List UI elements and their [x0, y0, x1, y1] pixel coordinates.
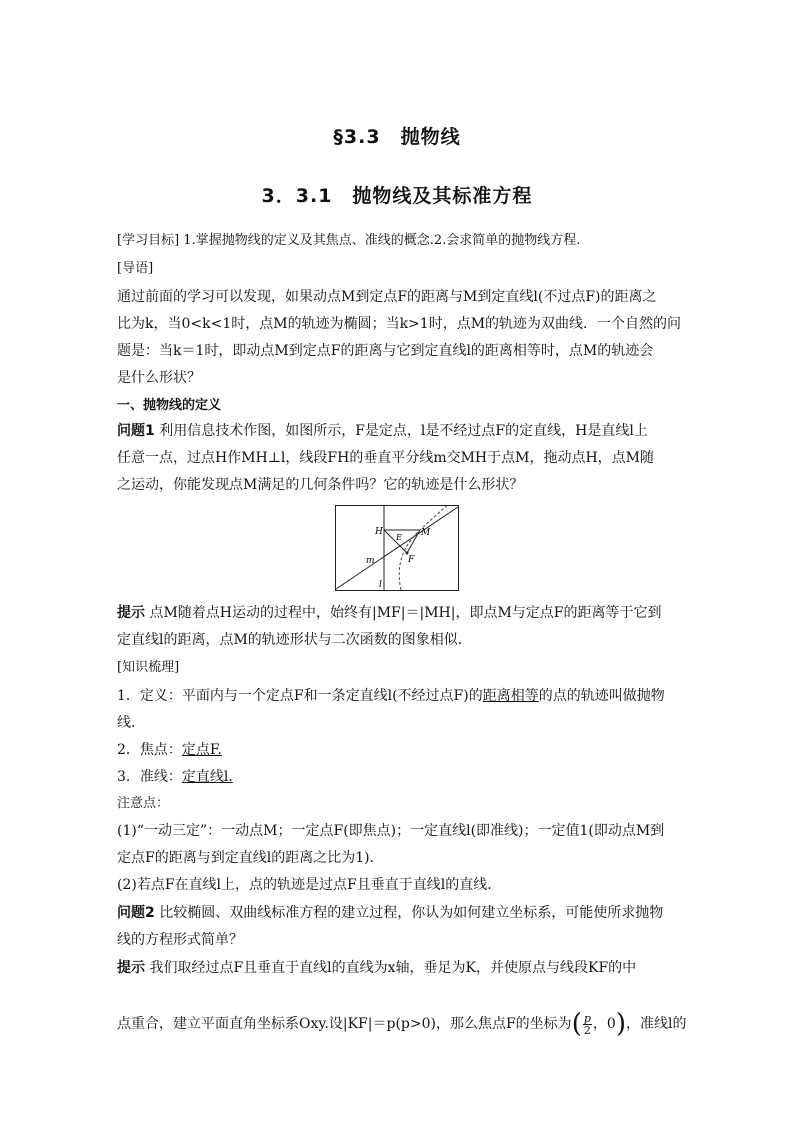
- definition-prefix: 1．定义：平面内与一个定点F和一条定直线l(不经过点F)的: [117, 688, 483, 704]
- focus-line: [117, 740, 682, 760]
- figure-svg: [335, 505, 459, 591]
- fraction-denominator: 2: [583, 1023, 591, 1037]
- label-m: M: [421, 528, 431, 538]
- point-f: [406, 552, 409, 555]
- question-1-line-1: [117, 421, 682, 441]
- question-1-text-1: 利用信息技术作图，如图所示，F是定点，l是不经过点F的定直线，H是直线l上: [159, 423, 648, 439]
- learning-goal: [117, 231, 682, 251]
- hint-2-line-2: [117, 1009, 687, 1039]
- notes-line-3: (2)若点F在直线l上，点的轨迹是过点F且垂直于直线l的直线．: [117, 877, 502, 893]
- label-h: H: [375, 527, 383, 537]
- bisector-line-m: [336, 507, 458, 589]
- subsection-title: 3．3.1 抛物线及其标准方程: [261, 185, 533, 207]
- intro-line-4: 是什么形状？: [117, 370, 201, 386]
- intro-line-2: 比为k，当0<k<1时，点M的轨迹为椭圆；当k>1时，点M的轨迹为双曲线．一个自然的问: [117, 316, 682, 332]
- hint-2-text-2: 点重合，建立平面直角坐标系Oxy.设|KF|＝p(p>0)，那么焦点F的坐标为: [117, 1016, 572, 1032]
- label-l: l: [379, 580, 382, 590]
- fraction-numerator: p: [583, 1011, 591, 1025]
- focus-prefix: 2．焦点：: [117, 742, 182, 758]
- question-2-text-1: 比较椭圆、双曲线标准方程的建立过程，你认为如何建立坐标系，可能使所求抛物: [159, 905, 664, 921]
- notes-line-1: (1)“一动三定”：一动点M；一定点F(即焦点)；一定直线l(即准线)；一定值1(即动点M到: [117, 823, 665, 839]
- intro-line-3: 题是：当k＝1时，即动点M到定点F的距离与它到定直线l的距离相等时，点M的轨迹会: [117, 343, 654, 359]
- hint-1-line-1: [117, 603, 682, 623]
- definition-suffix: 的点的轨迹叫做抛物: [538, 688, 665, 704]
- notes-label: 注意点：: [117, 796, 170, 811]
- directrix-value: 定直线l.: [181, 769, 233, 785]
- definition-line-1: [117, 686, 682, 706]
- question-1-line-3: 之运动，你能发现点M满足的几何条件吗？它的轨迹是什么形状？: [117, 477, 524, 493]
- question-2-label: 问题2: [117, 905, 155, 921]
- hint-2-text-3: ，准线l的: [625, 1016, 687, 1032]
- focus-coord-rest: ，0: [592, 1016, 616, 1032]
- learning-goal-text: 1.掌握抛物线的定义及其焦点、准线的概念.2.会求简单的抛物线方程.: [183, 233, 581, 248]
- question-2-line-1: [117, 903, 682, 923]
- question-1-label: 问题1: [117, 423, 155, 439]
- label-e: E: [396, 533, 402, 542]
- intro-line-1: 通过前面的学习可以发现，如果动点M到定点F的距离与M到定直线l(不过点F)的距离之: [117, 289, 657, 305]
- hint-1-text-1: 点M随着点H运动的过程中，始终有|MF|＝|MH|，即点M与定点F的距离等于它到: [149, 605, 662, 621]
- definition-line-2: 线．: [117, 715, 145, 731]
- hint-1-line-2: 定直线l的距离，点M的轨迹形状与二次函数的图象相似．: [117, 632, 472, 648]
- parabola-construction-figure: [335, 505, 459, 591]
- fraction-p-over-2: [583, 1013, 592, 1036]
- segment-mf: [407, 530, 420, 553]
- part1-title: 一、抛物线的定义: [117, 398, 222, 413]
- definition-underlined: 距离相等: [482, 688, 539, 704]
- knowledge-label: [知识梳理]: [117, 660, 180, 675]
- right-paren: ): [615, 1009, 626, 1039]
- learning-goal-label: [学习目标]: [117, 233, 180, 248]
- parabola-trace: [399, 506, 447, 590]
- left-paren: (: [571, 1009, 582, 1039]
- directrix-line: [117, 767, 682, 787]
- label-m-line: m: [366, 556, 375, 566]
- intro-label: [导语]: [117, 261, 154, 276]
- section-title: §3.3 抛物线: [333, 126, 461, 148]
- label-f: F: [408, 555, 415, 565]
- hint-2-line-1: [117, 958, 682, 978]
- hint-1-label: 提示: [117, 605, 145, 621]
- hint-2-text-1: 我们取经过点F且垂直于直线l的直线为x轴，垂足为K，并使原点与线段KF的中: [149, 960, 637, 976]
- notes-line-2: 定点F的距离与到定直线l的距离之比为1)．: [117, 850, 384, 866]
- directrix-prefix: 3．准线：: [117, 769, 182, 785]
- question-1-line-2: 任意一点，过点H作MH⊥l，线段FH的垂直平分线m交MH于点M，拖动点H，点M随: [117, 450, 655, 466]
- focus-value: 定点F.: [181, 742, 222, 758]
- hint-2-label: 提示: [117, 960, 145, 976]
- question-2-line-2: 线的方程形式简单？: [117, 932, 243, 948]
